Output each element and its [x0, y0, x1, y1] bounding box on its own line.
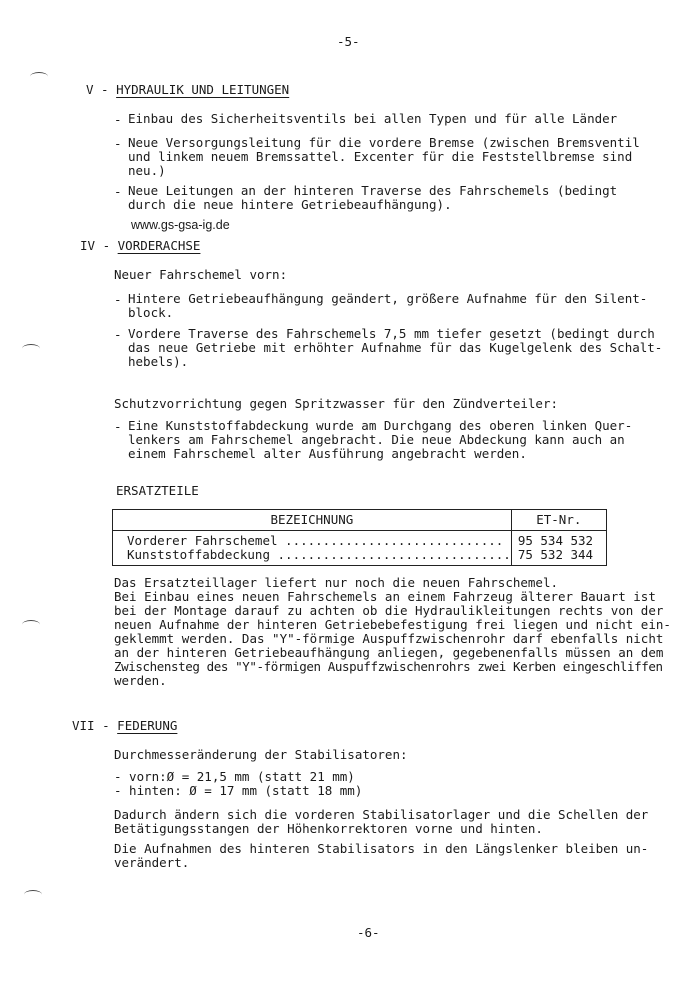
list-item-text: Neue Versorgungsleitung für die vordere Bremse (zwischen Bremsventil	[128, 135, 640, 150]
list-item-text: durch die neue hintere Getriebeaufhängung).	[128, 197, 452, 212]
text-line: Zwischensteg des "Y"-förmigen Auspuffzwischenrohrs zwei Kerben eingeschliffen	[114, 659, 663, 674]
page-number-bottom: -6-	[357, 925, 380, 940]
text-line: Bei Einbau eines neuen Fahrschemels an einem Fahrzeug älterer Bauart ist	[114, 589, 656, 604]
list-item-text: Vordere Traverse des Fahrschemels 7,5 mm tiefer gesetzt (bedingt durch	[128, 326, 655, 341]
list-item: - hinten: Ø = 17 mm (statt 18 mm)	[114, 783, 363, 798]
table-row	[113, 531, 607, 566]
text-line: an der hinteren Getriebeaufhängung anliegen, gegebenenfalls müssen an dem	[114, 645, 664, 660]
list-item-text: hebels).	[128, 354, 189, 369]
punch-mark	[30, 72, 48, 81]
text-line: Das Ersatzteillager liefert nur noch die neuen Fahrschemel.	[114, 575, 559, 590]
spare-parts-heading: ERSATZTEILE	[116, 483, 199, 498]
text-line: Dadurch ändern sich die vorderen Stabilisatorlager und die Schellen der	[114, 807, 649, 822]
list-item-text: Neue Leitungen an der hinteren Traverse des Fahrschemels (bedingt	[128, 183, 618, 198]
paragraph: Neuer Fahrschemel vorn:	[114, 267, 288, 282]
list-item-text: Einbau des Sicherheitsventils bei allen Typen und für alle Länder	[128, 111, 618, 126]
punch-mark	[22, 344, 40, 353]
list-item-text: neu.)	[128, 163, 166, 178]
page-number-top: -5-	[337, 34, 360, 49]
part-number: 75 532 344	[517, 547, 594, 562]
paragraph: Durchmesseränderung der Stabilisatoren:	[114, 747, 408, 762]
punch-mark	[22, 620, 40, 629]
notes-paragraph	[114, 576, 671, 688]
paragraph: Schutzvorrichtung gegen Spritzwasser für den Zündverteiler:	[114, 396, 559, 411]
section-title: FEDERUNG	[117, 718, 178, 733]
spare-parts-table	[112, 509, 607, 566]
text-line: werden.	[114, 673, 167, 688]
text-line: verändert.	[114, 855, 190, 870]
part-name: Kunststoffabdeckung ...............................	[127, 547, 511, 562]
table-header-name: BEZEICHNUNG	[113, 510, 512, 531]
paragraph	[114, 808, 648, 836]
section-title: HYDRAULIK UND LEITUNGEN	[116, 82, 290, 97]
text-line: neuen Aufnahme der hinteren Getriebebefestigung frei liegen und nicht ein-	[114, 617, 671, 632]
text-line: bei der Montage darauf zu achten ob die Hydraulikleitungen rechts von der	[114, 603, 664, 618]
list-item-text: das neue Getriebe mit erhöhter Aufnahme für das Kugelgelenk des Schalt-	[128, 340, 663, 355]
paragraph	[114, 842, 648, 870]
part-name: Vorderer Fahrschemel .............................	[127, 533, 504, 548]
list-item-text: block.	[128, 305, 174, 320]
website-url: www.gs-gsa-ig.de	[131, 218, 230, 232]
table-cell-numbers	[511, 531, 606, 566]
list-item-text: einem Fahrschemel alter Ausführung angebracht werden.	[128, 446, 527, 461]
text-line: geklemmt werden. Das "Y"-förmige Auspuffzwischenrohr darf ebenfalls nicht	[114, 631, 664, 646]
section-number: VII -	[72, 718, 110, 733]
list-item-text: Eine Kunststoffabdeckung wurde am Durchgang des oberen linken Quer-	[128, 418, 633, 433]
section-title: VORDERACHSE	[117, 238, 201, 253]
document-page: -5- V - HYDRAULIK UND LEITUNGEN - Einbau des Sicherheitsventils bei allen Typen und für alle Länder - Neue Versorgungsleitung für die vordere Bremse (zwischen Bremsventil und linkem neuem Bremssattel. Excenter für die Feststellbremse sind neu.) - Neue Leitungen an der hinteren Traverse des Fahrschemels (bedingt durch die neue hintere Getriebeaufhängung). www.gs-gsa-ig.de IV - VORDERACHSE Neuer Fahrschemel vorn: - Hintere Getriebeaufhängung geändert, größere Aufnahme für den Silent- block. - Vordere Traverse des Fahrschemels 7,5 mm tiefer gesetzt (bedingt durch das neue Getriebe mit erhöhter Aufnahme für das Kugelgelenk des Schalt- hebels). Schutzvorrichtung gegen Spritzwasser für den Zündverteiler: - Eine Kunststoffabdeckung wurde am Durchgang des oberen linken Quer- lenkers am Fahrschemel angebracht. Die neue Abdeckung kann auch an einem Fahrschemel alter Ausführung angebracht werden. ERSATZTEILE BEZEICHNUNG ET-Nr. Vorderer Fahrschemel ............................. Kunststoffabdeckung ............................... 95 534 532 75 532 344 Das Ersatzteillager liefert nur noch die neuen Fahrschemel. Bei Einbau eines neuen Fahrschemels an einem Fahrzeug älterer Bauart ist bei der Montage darauf zu achten ob die Hydraulikleitungen rechts von der neuen Aufnahme der hinteren Getriebebefestigung frei liegen und nicht ein- geklemmt werden. Das "Y"-förmige Auspuffzwischenrohr darf ebenfalls nicht an der hinteren Getriebeaufhängung anliegen, gegebenenfalls müssen an dem Zwischensteg des "Y"-förmigen Auspuffzwischenrohrs zwei Kerben eingeschliffen werden. VII - FEDERUNG Durchmesseränderung der Stabilisatoren: - vorn:Ø = 21,5 mm (statt 21 mm) - hinten: Ø = 17 mm (statt 18 mm) Dadurch ändern sich die vorderen Stabilisatorlager und die Schellen der Betätigungsstangen der Höhenkorrektoren vorne und hinten. Die Aufnahmen des hinteren Stabilisators in den Längslenker bleiben un- verändert. -6-	[0, 0, 700, 996]
table-header-row	[113, 510, 607, 531]
section-heading-hydraulik	[86, 82, 289, 97]
table-cell-names	[113, 531, 512, 566]
punch-mark	[24, 890, 42, 899]
text-line: Die Aufnahmen des hinteren Stabilisators in den Längslenker bleiben un-	[114, 841, 649, 856]
part-number: 95 534 532	[517, 533, 594, 548]
section-number: V -	[86, 82, 109, 97]
list-item: - vorn:Ø = 21,5 mm (statt 21 mm)	[114, 769, 355, 784]
table-header-number: ET-Nr.	[511, 510, 606, 531]
section-heading-vorderachse	[80, 238, 200, 253]
section-heading-federung	[72, 718, 177, 733]
stabilizer-list	[114, 770, 362, 798]
list-item-text: lenkers am Fahrschemel angebracht. Die neue Abdeckung kann auch an	[128, 432, 625, 447]
section-number: IV -	[80, 238, 111, 253]
list-item-text: Hintere Getriebeaufhängung geändert, größere Aufnahme für den Silent-	[128, 291, 648, 306]
text-line: Betätigungsstangen der Höhenkorrektoren vorne und hinten.	[114, 821, 543, 836]
list-item-text: und linkem neuem Bremssattel. Excenter für die Feststellbremse sind	[128, 149, 633, 164]
